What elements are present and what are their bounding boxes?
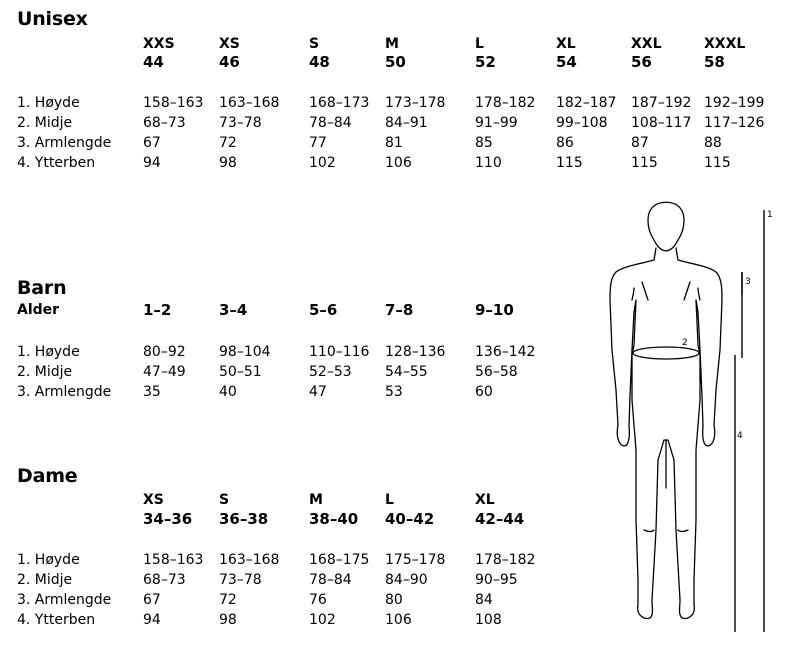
size-number: 44 xyxy=(143,53,164,71)
table-cell: 136–142 xyxy=(475,344,536,360)
size-number: 36–38 xyxy=(219,510,269,528)
table-cell: 94 xyxy=(143,155,161,171)
table-cell: 128–136 xyxy=(385,344,446,360)
table-cell: 102 xyxy=(309,612,336,628)
table-cell: 110–116 xyxy=(309,344,370,360)
size-number: 34–36 xyxy=(143,510,193,528)
table-cell: 115 xyxy=(704,155,731,171)
measure-label: 1. Høyde xyxy=(17,552,80,568)
size-number: 48 xyxy=(309,53,330,71)
table-cell: 87 xyxy=(631,135,649,151)
size-label: L xyxy=(475,36,484,52)
age-group: 3–4 xyxy=(219,301,248,319)
size-number: 56 xyxy=(631,53,652,71)
size-label: M xyxy=(309,492,323,508)
table-cell: 78–84 xyxy=(309,115,352,131)
size-number: 40–42 xyxy=(385,510,435,528)
size-label: XL xyxy=(556,36,576,52)
table-cell: 168–175 xyxy=(309,552,370,568)
table-cell: 40 xyxy=(219,384,237,400)
size-label: XXS xyxy=(143,36,175,52)
measure-label: 3. Armlengde xyxy=(17,592,112,608)
marker-3: 3 xyxy=(745,277,751,287)
marker-1: 1 xyxy=(767,210,773,220)
table-cell: 178–182 xyxy=(475,552,536,568)
unisex-title: Unisex xyxy=(17,8,88,30)
table-cell: 106 xyxy=(385,155,412,171)
table-cell: 53 xyxy=(385,384,403,400)
table-cell: 117–126 xyxy=(704,115,765,131)
size-number: 38–40 xyxy=(309,510,359,528)
table-cell: 50–51 xyxy=(219,364,262,380)
measure-label: 4. Ytterben xyxy=(17,155,96,171)
table-cell: 98 xyxy=(219,155,237,171)
table-cell: 102 xyxy=(309,155,336,171)
table-cell: 175–178 xyxy=(385,552,446,568)
marker-4: 4 xyxy=(737,431,743,441)
table-cell: 84 xyxy=(475,592,493,608)
measure-label: 1. Høyde xyxy=(17,95,80,111)
table-cell: 115 xyxy=(631,155,658,171)
size-number: 52 xyxy=(475,53,496,71)
table-cell: 56–58 xyxy=(475,364,518,380)
table-cell: 163–168 xyxy=(219,95,280,111)
table-cell: 47–49 xyxy=(143,364,186,380)
table-cell: 67 xyxy=(143,135,161,151)
measure-label: 2. Midje xyxy=(17,115,73,131)
size-label: XXXL xyxy=(704,36,746,52)
size-label: XL xyxy=(475,492,495,508)
dame-title: Dame xyxy=(17,465,78,487)
table-cell: 85 xyxy=(475,135,493,151)
marker-2: 2 xyxy=(682,338,688,348)
table-cell: 60 xyxy=(475,384,493,400)
size-number: 42–44 xyxy=(475,510,525,528)
size-label: S xyxy=(309,36,320,52)
measure-label: 1. Høyde xyxy=(17,344,80,360)
table-cell: 115 xyxy=(556,155,583,171)
size-label: L xyxy=(385,492,394,508)
table-cell: 68–73 xyxy=(143,572,186,588)
size-label: M xyxy=(385,36,399,52)
table-cell: 98 xyxy=(219,612,237,628)
table-cell: 76 xyxy=(309,592,327,608)
age-group: 7–8 xyxy=(385,301,414,319)
table-cell: 99–108 xyxy=(556,115,608,131)
table-cell: 163–168 xyxy=(219,552,280,568)
table-cell: 108 xyxy=(475,612,502,628)
measure-label: 4. Ytterben xyxy=(17,612,96,628)
table-cell: 78–84 xyxy=(309,572,352,588)
table-cell: 187–192 xyxy=(631,95,692,111)
table-cell: 52–53 xyxy=(309,364,352,380)
table-cell: 158–163 xyxy=(143,552,204,568)
size-number: 58 xyxy=(704,53,725,71)
measure-label: 3. Armlengde xyxy=(17,384,112,400)
table-cell: 72 xyxy=(219,592,237,608)
size-number: 54 xyxy=(556,53,577,71)
table-cell: 182–187 xyxy=(556,95,617,111)
size-label: XS xyxy=(219,36,240,52)
table-cell: 192–199 xyxy=(704,95,765,111)
table-cell: 90–95 xyxy=(475,572,518,588)
age-group: 1–2 xyxy=(143,301,172,319)
table-cell: 67 xyxy=(143,592,161,608)
table-cell: 47 xyxy=(309,384,327,400)
body-measurement-figure xyxy=(596,200,800,640)
table-cell: 68–73 xyxy=(143,115,186,131)
table-cell: 80–92 xyxy=(143,344,186,360)
table-cell: 168–173 xyxy=(309,95,370,111)
age-group: 5–6 xyxy=(309,301,338,319)
measure-label: 2. Midje xyxy=(17,364,73,380)
table-cell: 88 xyxy=(704,135,722,151)
table-cell: 54–55 xyxy=(385,364,428,380)
table-cell: 84–90 xyxy=(385,572,428,588)
human-outline-illustration xyxy=(596,200,800,640)
table-cell: 77 xyxy=(309,135,327,151)
table-cell: 73–78 xyxy=(219,115,262,131)
table-cell: 173–178 xyxy=(385,95,446,111)
size-number: 50 xyxy=(385,53,406,71)
table-cell: 158–163 xyxy=(143,95,204,111)
table-cell: 98–104 xyxy=(219,344,271,360)
table-cell: 73–78 xyxy=(219,572,262,588)
table-cell: 80 xyxy=(385,592,403,608)
size-label: XS xyxy=(143,492,164,508)
barn-age-label: Alder xyxy=(17,302,60,318)
barn-title: Barn xyxy=(17,277,67,299)
table-cell: 110 xyxy=(475,155,502,171)
size-number: 46 xyxy=(219,53,240,71)
age-group: 9–10 xyxy=(475,301,514,319)
measure-label: 3. Armlengde xyxy=(17,135,112,151)
table-cell: 94 xyxy=(143,612,161,628)
size-label: XXL xyxy=(631,36,662,52)
table-cell: 35 xyxy=(143,384,161,400)
table-cell: 91–99 xyxy=(475,115,518,131)
table-cell: 84–91 xyxy=(385,115,428,131)
table-cell: 72 xyxy=(219,135,237,151)
table-cell: 108–117 xyxy=(631,115,692,131)
table-cell: 81 xyxy=(385,135,403,151)
measure-label: 2. Midje xyxy=(17,572,73,588)
size-label: S xyxy=(219,492,230,508)
table-cell: 106 xyxy=(385,612,412,628)
table-cell: 178–182 xyxy=(475,95,536,111)
table-cell: 86 xyxy=(556,135,574,151)
